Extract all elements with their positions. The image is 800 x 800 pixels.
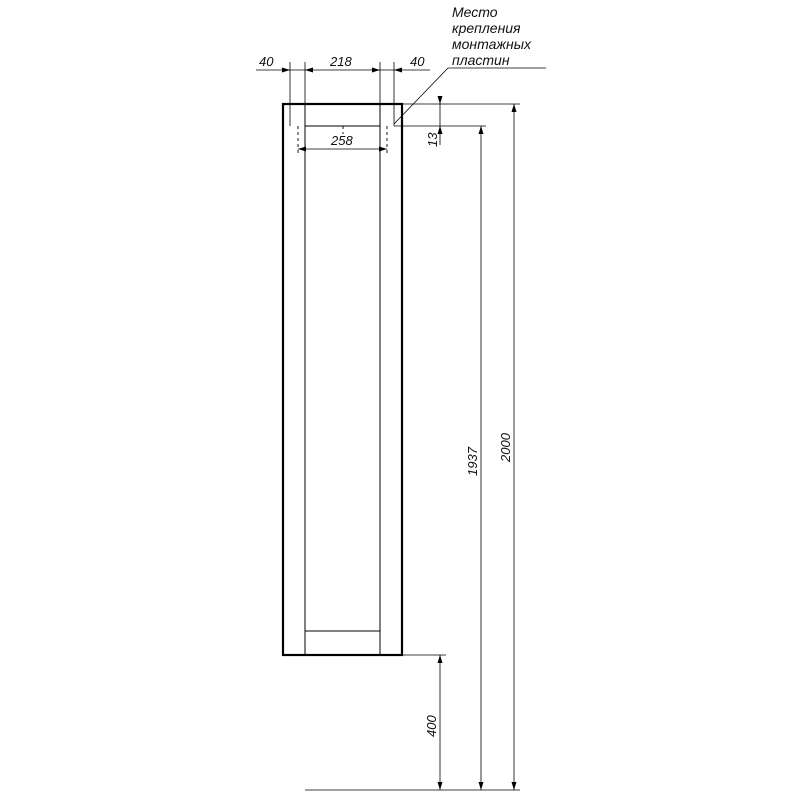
mount-spacing-dimension	[298, 133, 387, 152]
arrow-40-right	[305, 68, 313, 73]
dim-floor-gap-label: 400	[424, 715, 439, 737]
arrow-258-right	[379, 147, 387, 152]
arrow-1937-top	[479, 126, 484, 134]
note-line-3: монтажных	[452, 36, 532, 52]
note-line-4: пластин	[452, 52, 510, 68]
arrow-2000-bottom	[512, 782, 517, 790]
dim-top-offset-label: 13	[425, 132, 440, 147]
dim-right-rail-label: 40	[410, 54, 425, 69]
arrow-13-top	[438, 96, 443, 104]
cabinet-outer-frame	[283, 104, 402, 655]
dim-left-rail-label: 40	[259, 54, 274, 69]
dim-mount-spacing-label: 258	[331, 133, 353, 148]
arrow-1937-bottom	[479, 782, 484, 790]
arrow-218-right	[372, 68, 380, 73]
arrow-400-bottom	[438, 782, 443, 790]
arrow-40-left	[282, 68, 290, 73]
arrow-258-left	[298, 147, 306, 152]
arrow-40b-left	[394, 68, 402, 73]
dim-mount-height-label: 1937	[465, 447, 480, 476]
dim-inner-width-label: 218	[330, 54, 352, 69]
arrow-2000-top	[512, 104, 517, 112]
vertical-dimensions	[305, 96, 520, 790]
dim-total-height-label: 2000	[498, 433, 513, 462]
cabinet-body	[283, 104, 402, 655]
note-line-2: крепления	[452, 20, 521, 36]
note-line-1: Место	[452, 4, 498, 20]
arrow-400-top	[438, 655, 443, 663]
